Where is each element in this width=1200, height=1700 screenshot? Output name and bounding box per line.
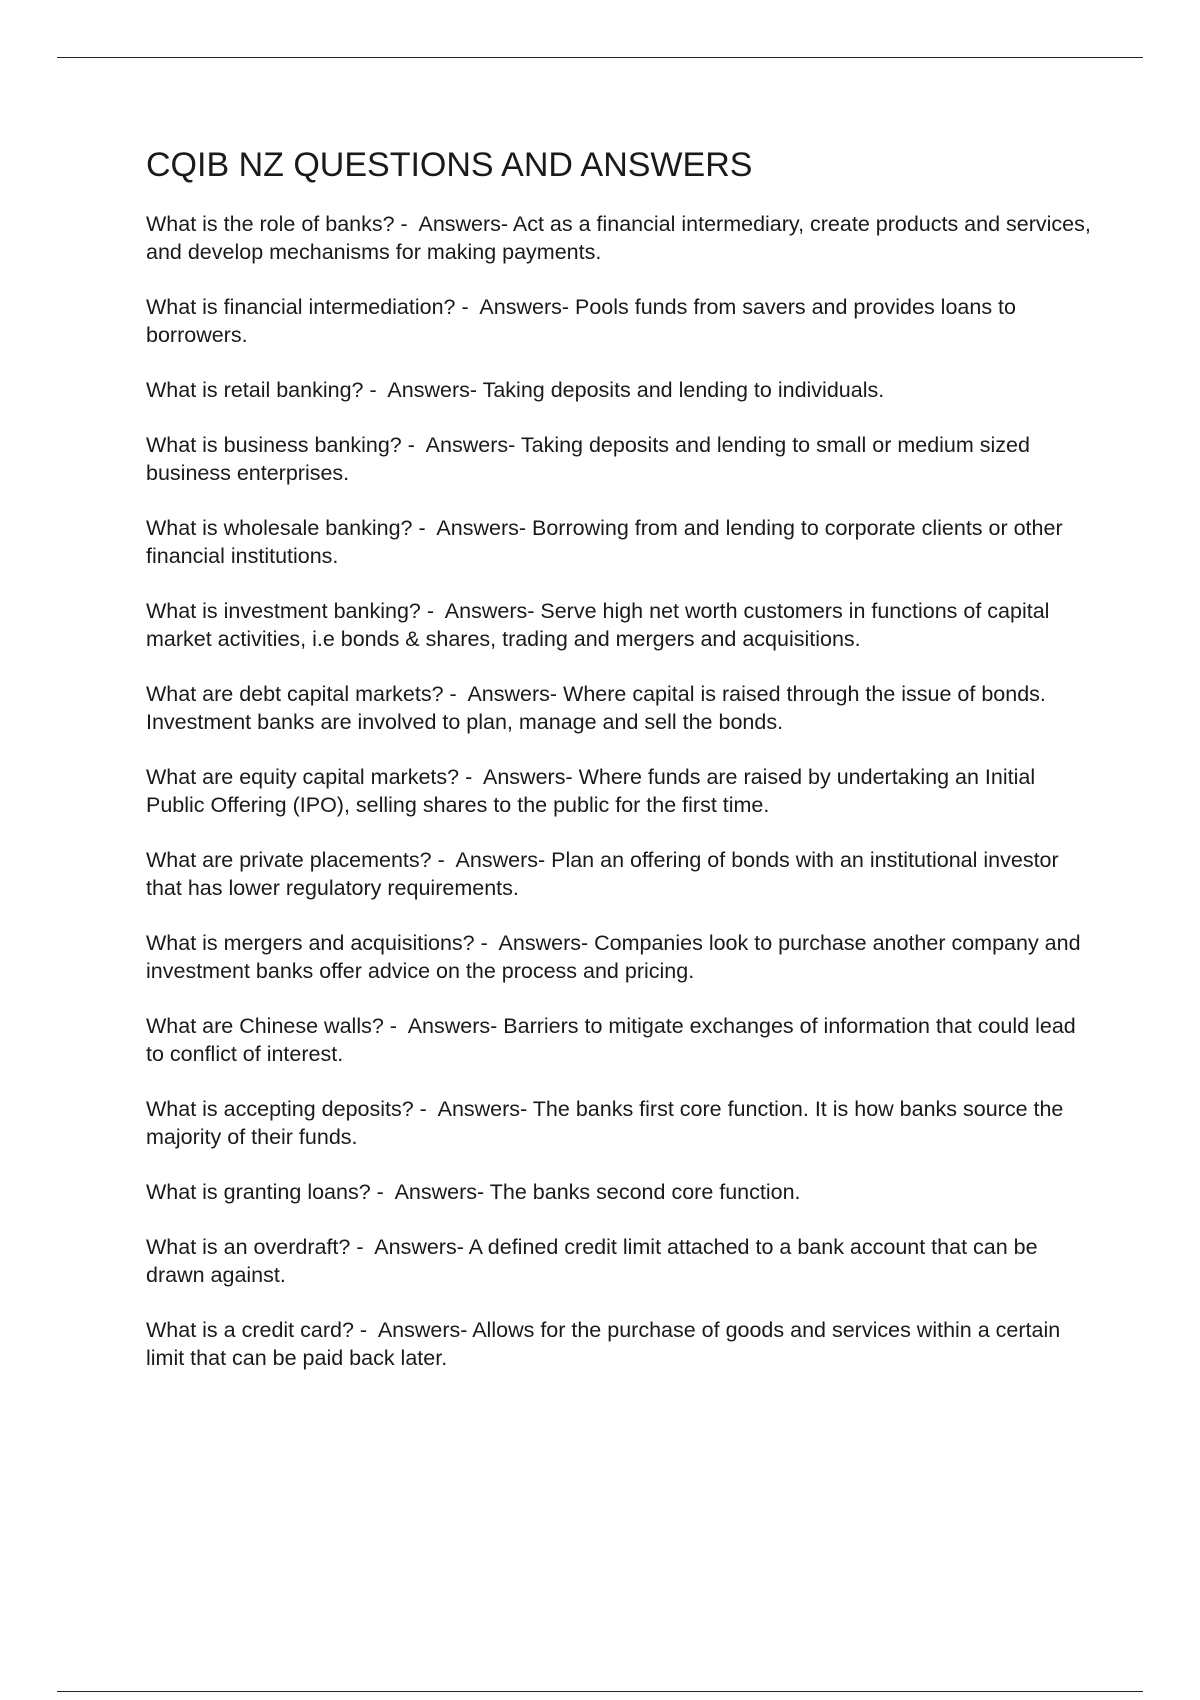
- separator: -: [350, 1235, 375, 1259]
- separator: -: [353, 1318, 378, 1342]
- document-body: [146, 143, 1096, 1399]
- answer-text: Answers- Act as a financial intermediary, create products and services, and develop mechanisms for making payments.: [146, 212, 1091, 264]
- question-text: What are Chinese walls?: [146, 1014, 384, 1038]
- question-text: What is financial intermediation?: [146, 295, 456, 319]
- bottom-divider: [57, 1691, 1143, 1692]
- qa-item: [146, 597, 1096, 653]
- qa-item: [146, 431, 1096, 487]
- question-text: What is wholesale banking?: [146, 516, 413, 540]
- page-title: CQIB NZ QUESTIONS AND ANSWERS: [146, 146, 753, 184]
- separator: -: [420, 599, 445, 623]
- separator: -: [363, 378, 388, 402]
- answer-text: Answers- Where funds are raised by undertaking an Initial Public Offering (IPO), selling shares to the public for the first time.: [146, 765, 1036, 817]
- answer-text: Answers- The banks first core function. It is how banks source the majority of their funds.: [146, 1097, 1064, 1149]
- qa-item: [146, 1233, 1096, 1289]
- qa-item: [146, 376, 1096, 404]
- question-text: What is granting loans?: [146, 1180, 371, 1204]
- qa-item: [146, 514, 1096, 570]
- answer-text: Answers- Serve high net worth customers in functions of capital market activities, i.e bonds & shares, trading and mergers and acquisitions.: [146, 599, 1050, 651]
- answer-text: Answers- Plan an offering of bonds with an institutional investor that has lower regulatory requirements.: [146, 848, 1059, 900]
- qa-item: [146, 1095, 1096, 1151]
- qa-item: [146, 680, 1096, 736]
- answer-text: Answers- Taking deposits and lending to small or medium sized business enterprises.: [146, 433, 1030, 485]
- answer-text: Answers- Companies look to purchase another company and investment banks offer advice on the process and pricing.: [146, 931, 1081, 983]
- separator: -: [412, 516, 437, 540]
- answer-text: Answers- Barriers to mitigate exchanges of information that could lead to conflict of interest.: [146, 1014, 1076, 1066]
- top-divider: [57, 57, 1143, 58]
- separator: -: [383, 1014, 408, 1038]
- qa-item: [146, 293, 1096, 349]
- qa-item: [146, 1178, 1096, 1206]
- separator: -: [413, 1097, 438, 1121]
- qa-list: [146, 210, 1096, 1372]
- qa-item: [146, 1012, 1096, 1068]
- qa-item: [146, 846, 1096, 902]
- question-text: What are equity capital markets?: [146, 765, 460, 789]
- separator: -: [431, 848, 456, 872]
- answer-text: Answers- A defined credit limit attached to a bank account that can be drawn against.: [146, 1235, 1038, 1287]
- question-text: What are debt capital markets?: [146, 682, 444, 706]
- qa-item: [146, 1316, 1096, 1372]
- answer-text: Answers- Taking deposits and lending to individuals.: [387, 378, 885, 402]
- question-text: What is retail banking?: [146, 378, 364, 402]
- answer-text: Answers- The banks second core function.: [394, 1180, 801, 1204]
- qa-item: [146, 929, 1096, 985]
- separator: -: [474, 931, 499, 955]
- question-text: What is business banking?: [146, 433, 402, 457]
- question-text: What is a credit card?: [146, 1318, 354, 1342]
- question-text: What is the role of banks?: [146, 212, 395, 236]
- question-text: What is mergers and acquisitions?: [146, 931, 475, 955]
- answer-text: Answers- Where capital is raised through the issue of bonds. Investment banks are involved to plan, manage and sell the bonds.: [146, 682, 1046, 734]
- answer-text: Answers- Borrowing from and lending to corporate clients or other financial institutions.: [146, 516, 1063, 568]
- answer-text: Answers- Allows for the purchase of goods and services within a certain limit that can be paid back later.: [146, 1318, 1061, 1370]
- question-text: What are private placements?: [146, 848, 432, 872]
- separator: -: [459, 765, 483, 789]
- answer-text: Answers- Pools funds from savers and provides loans to borrowers.: [146, 295, 1016, 347]
- qa-item: [146, 763, 1096, 819]
- question-text: What is an overdraft?: [146, 1235, 351, 1259]
- qa-item: [146, 210, 1096, 266]
- question-text: What is accepting deposits?: [146, 1097, 414, 1121]
- separator: -: [401, 433, 426, 457]
- separator: -: [455, 295, 480, 319]
- question-text: What is investment banking?: [146, 599, 421, 623]
- separator: -: [370, 1180, 395, 1204]
- separator: -: [443, 682, 468, 706]
- separator: -: [394, 212, 419, 236]
